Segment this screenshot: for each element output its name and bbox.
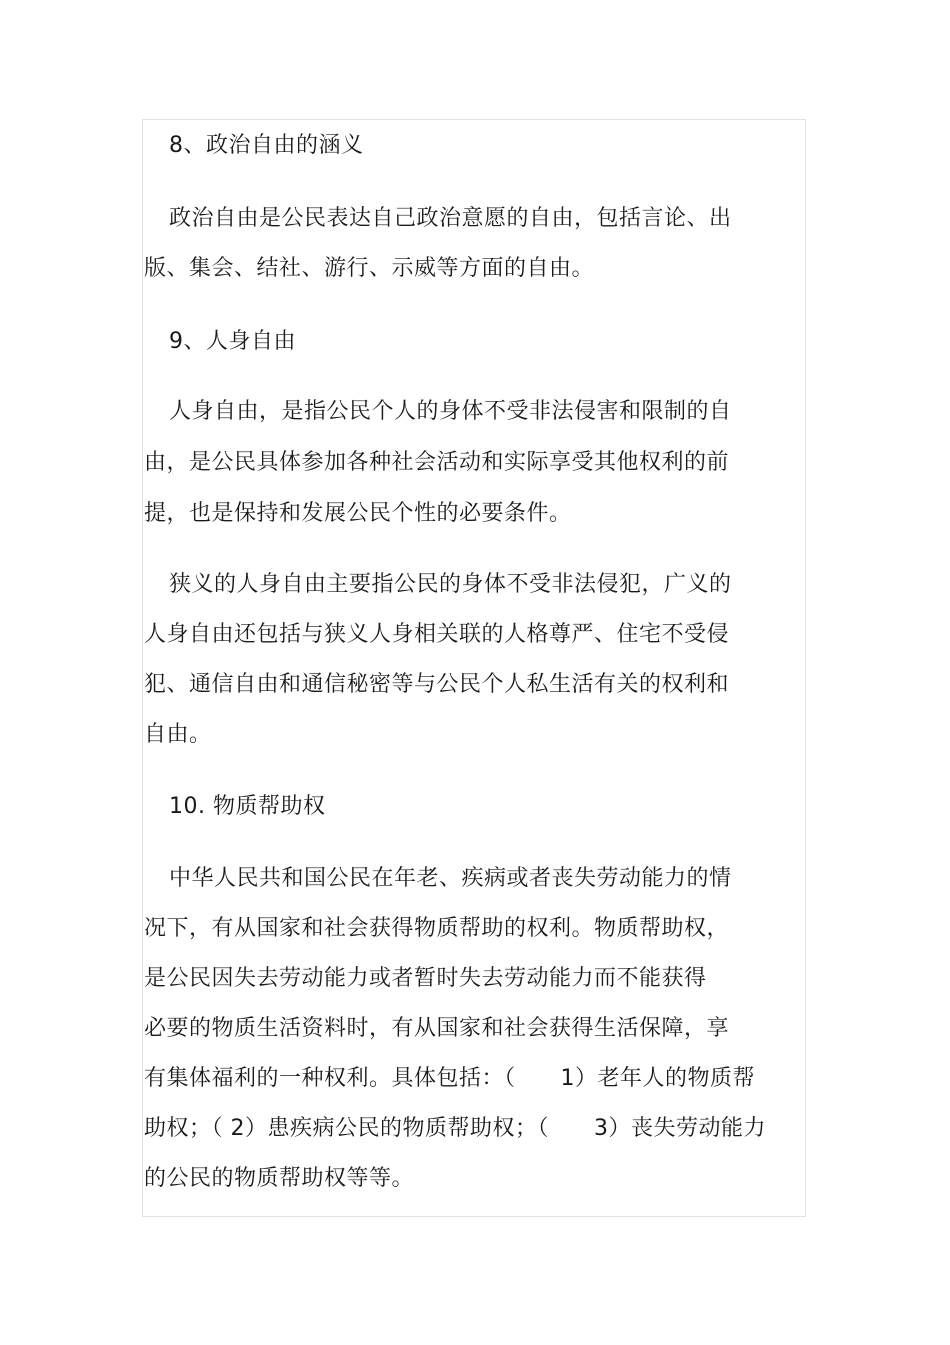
paragraph-line: 助权；（ 2）患疾病公民的物质帮助权；（ 3）丧失劳动能力 bbox=[144, 1116, 766, 1141]
paragraph-line: 必要的物质生活资料时，有从国家和社会获得生活保障，享 bbox=[144, 1016, 730, 1041]
paragraph-line: 版、集会、结社、游行、示威等方面的自由。 bbox=[144, 256, 595, 281]
paragraph-line: 由，是公民具体参加各种社会活动和实际享受其他权利的前 bbox=[144, 450, 730, 475]
paragraph-line: 中华人民共和国公民在年老、疾病或者丧失劳动能力的情 bbox=[169, 866, 732, 891]
section-heading-10: 10. 物质帮助权 bbox=[169, 794, 326, 819]
section-heading-9: 9、人身自由 bbox=[169, 329, 296, 354]
paragraph-line: 人身自由，是指公民个人的身体不受非法侵害和限制的自 bbox=[169, 399, 732, 424]
paragraph-line: 有集体福利的一种权利。具体包括：（ 1）老年人的物质帮 bbox=[144, 1066, 755, 1091]
paragraph-line: 况下，有从国家和社会获得物质帮助的权利。物质帮助权， bbox=[144, 916, 730, 941]
paragraph-line: 自由。 bbox=[144, 722, 212, 747]
paragraph-line: 的公民的物质帮助权等等。 bbox=[144, 1166, 415, 1191]
paragraph-line: 提，也是保持和发展公民个性的必要条件。 bbox=[144, 501, 572, 526]
paragraph-line: 人身自由还包括与狭义人身相关联的人格尊严、住宅不受侵 bbox=[144, 622, 730, 647]
paragraph-line: 犯、通信自由和通信秘密等与公民个人私生活有关的权利和 bbox=[144, 672, 730, 697]
section-heading-8: 8、政治自由的涵义 bbox=[169, 133, 364, 158]
paragraph-line: 是公民因失去劳动能力或者暂时失去劳动能力而不能获得 bbox=[144, 966, 707, 991]
paragraph-line: 狭义的人身自由主要指公民的身体不受非法侵犯，广义的 bbox=[169, 572, 732, 597]
paragraph-line: 政治自由是公民表达自己政治意愿的自由，包括言论、出 bbox=[169, 206, 732, 231]
